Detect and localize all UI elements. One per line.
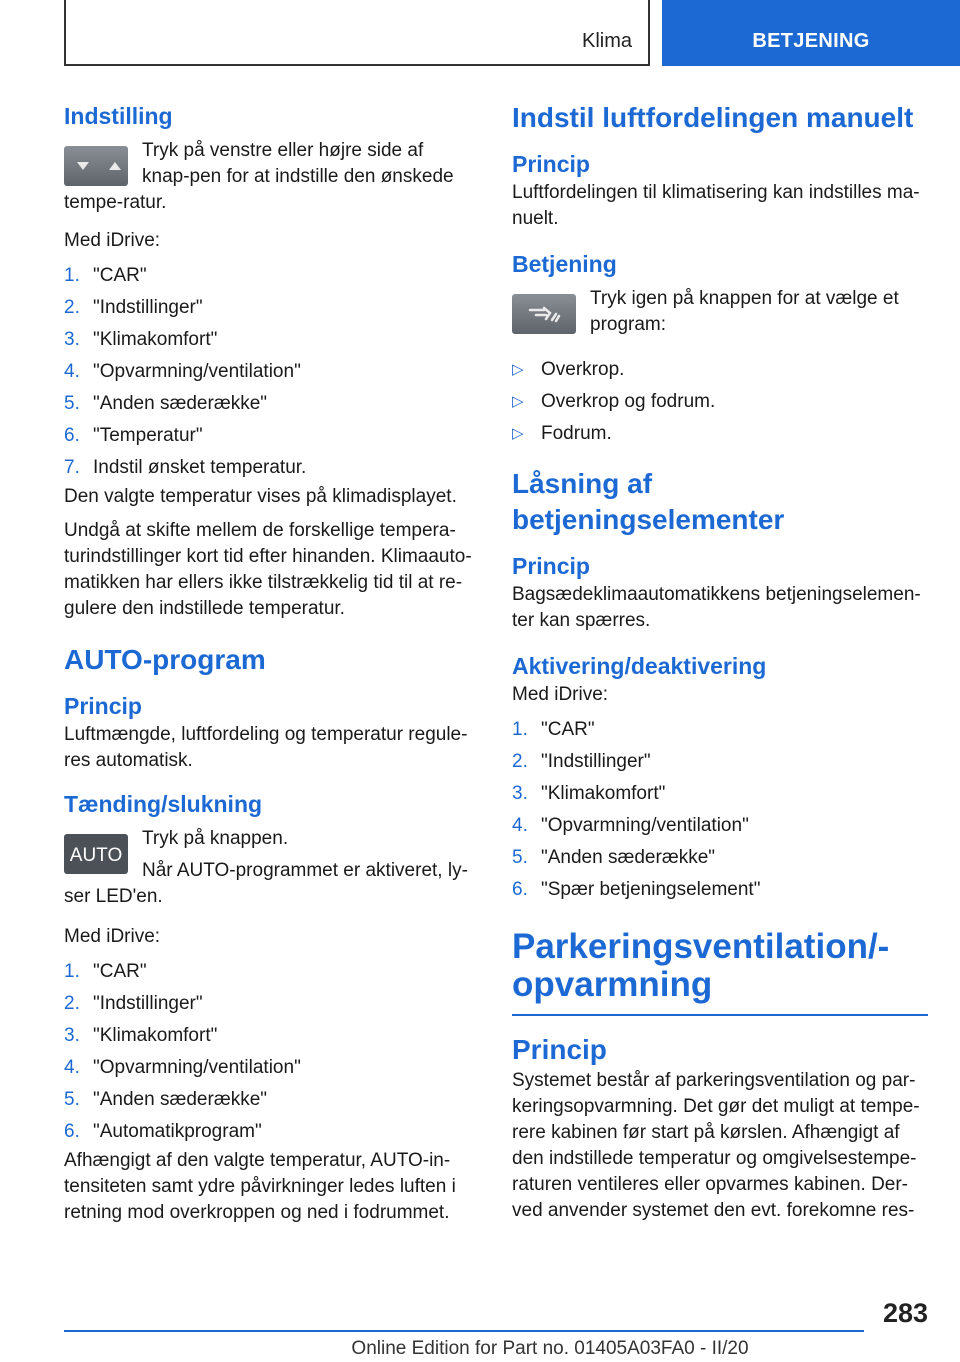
heading-auto-princip: Princip: [64, 693, 142, 719]
footer-divider: [64, 1330, 864, 1332]
heading-betjening: Betjening: [512, 251, 617, 277]
header-chapter-label: BETJENING: [752, 30, 870, 52]
heading-parkeringsventilation-line1: Parkeringsventilation/-: [512, 927, 890, 966]
triangle-bullet-icon: ▷: [512, 393, 524, 410]
laas-princip-text: Bagsædeklimaautomatikkens betjeningselemen-ter kan spærres.: [512, 584, 921, 631]
heading-park-princip: Princip: [512, 1034, 607, 1065]
airflow-options: [512, 354, 928, 450]
list-item: 2. "Indstillinger": [512, 751, 651, 772]
indstilling-after-2: Undgå at skifte mellem de forskellige tempera-turindstillinger kort tid efter hinanden. Klimaauto-matikken har ellers ikke tilstrækkelig tid til at re-gulere den indstillede temperatur.: [64, 520, 472, 619]
header-section-title: Klima: [581, 30, 632, 52]
heading-indstilling: Indstilling: [64, 103, 173, 129]
list-item: 6. "Temperatur": [64, 425, 203, 446]
list-item: 4. "Opvarmning/ventilation": [512, 815, 749, 836]
list-item: 4. "Opvarmning/ventilation": [64, 361, 301, 382]
heading-auto-program: AUTO-program: [64, 644, 266, 675]
list-item: 5. "Anden sæderække": [512, 847, 716, 868]
list-item: 7. Indstil ønsket temperatur.: [64, 457, 307, 478]
indstilling-after-1: Den valgte temperatur vises på klimadisplayet.: [64, 486, 457, 507]
list-item: ▷ Overkrop.: [512, 354, 928, 386]
park-princip-text: Systemet består af parkeringsventilation og par-keringsopvarmning. Det gør det muligt at tempe-rere kabinen før start på kørslen. Afhængigt af den indstillede temperatur og omgivelsestempe-raturen ventileres eller opvarmes kabinen. Der-ved anvender systemet den evt. forekomne res-: [512, 1070, 920, 1221]
heading-parkeringsventilation-line2: opvarmning: [512, 965, 713, 1004]
auto-after-text: Afhængigt af den valgte temperatur, AUTO-in-tensiteten samt ydre påvirkninger ledes luften i retning mod overkroppen og ned i fodrummet.: [64, 1150, 456, 1223]
auto-text-2: Når AUTO-programmet er aktiveret, ly-ser LED'en.: [64, 860, 468, 907]
triangle-bullet-icon: ▷: [512, 361, 524, 378]
auto-button-row: [64, 826, 476, 910]
right-column: [512, 100, 928, 1224]
betjening-text: Tryk igen på knappen for at vælge et program:: [590, 288, 899, 335]
indstilling-steps: [64, 260, 476, 484]
list-item: ▷ Fodrum.: [512, 418, 928, 450]
triangle-bullet-icon: ▷: [512, 425, 524, 442]
header-chapter-tab[interactable]: [662, 0, 960, 66]
header-section-box: [64, 0, 650, 66]
list-item: 4. "Opvarmning/ventilation": [64, 1057, 301, 1078]
footer-edition: Online Edition for Part no. 01405A03FA0 - II/20: [351, 1338, 749, 1359]
list-item: 1. "CAR": [64, 265, 147, 286]
list-item: 2. "Indstillinger": [64, 993, 203, 1014]
auto-menu-intro: Med iDrive:: [64, 926, 161, 947]
luft-princip-text: Luftfordelingen til klimatisering kan indstilles ma-nuelt.: [512, 182, 920, 229]
list-item: 5. "Anden sæderække": [64, 393, 268, 414]
list-item: 6. "Automatikprogram": [64, 1121, 262, 1142]
list-item: 5. "Anden sæderække": [64, 1089, 268, 1110]
indstilling-menu-intro: Med iDrive:: [64, 230, 161, 251]
list-item: 3. "Klimakomfort": [512, 783, 666, 804]
heading-luftfordeling: Indstil luftfordelingen manuelt: [512, 102, 914, 133]
list-item: 1. "CAR": [64, 961, 147, 982]
auto-button-icon: [64, 834, 128, 874]
laas-steps: [512, 714, 928, 906]
list-item: ▷ Overkrop og fodrum.: [512, 386, 928, 418]
list-item: 6. "Spær betjeningselement": [512, 879, 761, 900]
airflow-button-row: [512, 286, 928, 338]
auto-text-1: Tryk på knappen.: [142, 828, 289, 849]
page-number: 283: [882, 1298, 928, 1328]
temperature-button-row: [64, 138, 476, 216]
left-column: [64, 100, 476, 1226]
heading-aktivering: Aktivering/deaktivering: [512, 653, 767, 679]
indstilling-text: Tryk på venstre eller højre side af knap-pen for at indstille den ønskede tempe-ratur.: [64, 140, 454, 213]
section-divider: [512, 1014, 928, 1016]
svg-text:AUTO: AUTO: [69, 845, 123, 866]
temperature-rocker-button-icon: [64, 146, 128, 186]
auto-steps: [64, 956, 476, 1148]
heading-laas-princip: Princip: [512, 553, 590, 579]
laas-menu-intro: Med iDrive:: [512, 684, 609, 705]
air-distribution-button-icon: [512, 294, 576, 334]
list-item: 2. "Indstillinger": [64, 297, 203, 318]
heading-taending-slukning: Tænding/slukning: [64, 791, 263, 817]
list-item: 3. "Klimakomfort": [64, 329, 218, 350]
heading-laasning: Låsning af betjeningselementer: [512, 468, 785, 535]
list-item: 1. "CAR": [512, 719, 595, 740]
auto-princip-text: Luftmængde, luftfordeling og temperatur regule-res automatisk.: [64, 724, 468, 771]
heading-luft-princip: Princip: [512, 151, 590, 177]
list-item: 3. "Klimakomfort": [64, 1025, 218, 1046]
